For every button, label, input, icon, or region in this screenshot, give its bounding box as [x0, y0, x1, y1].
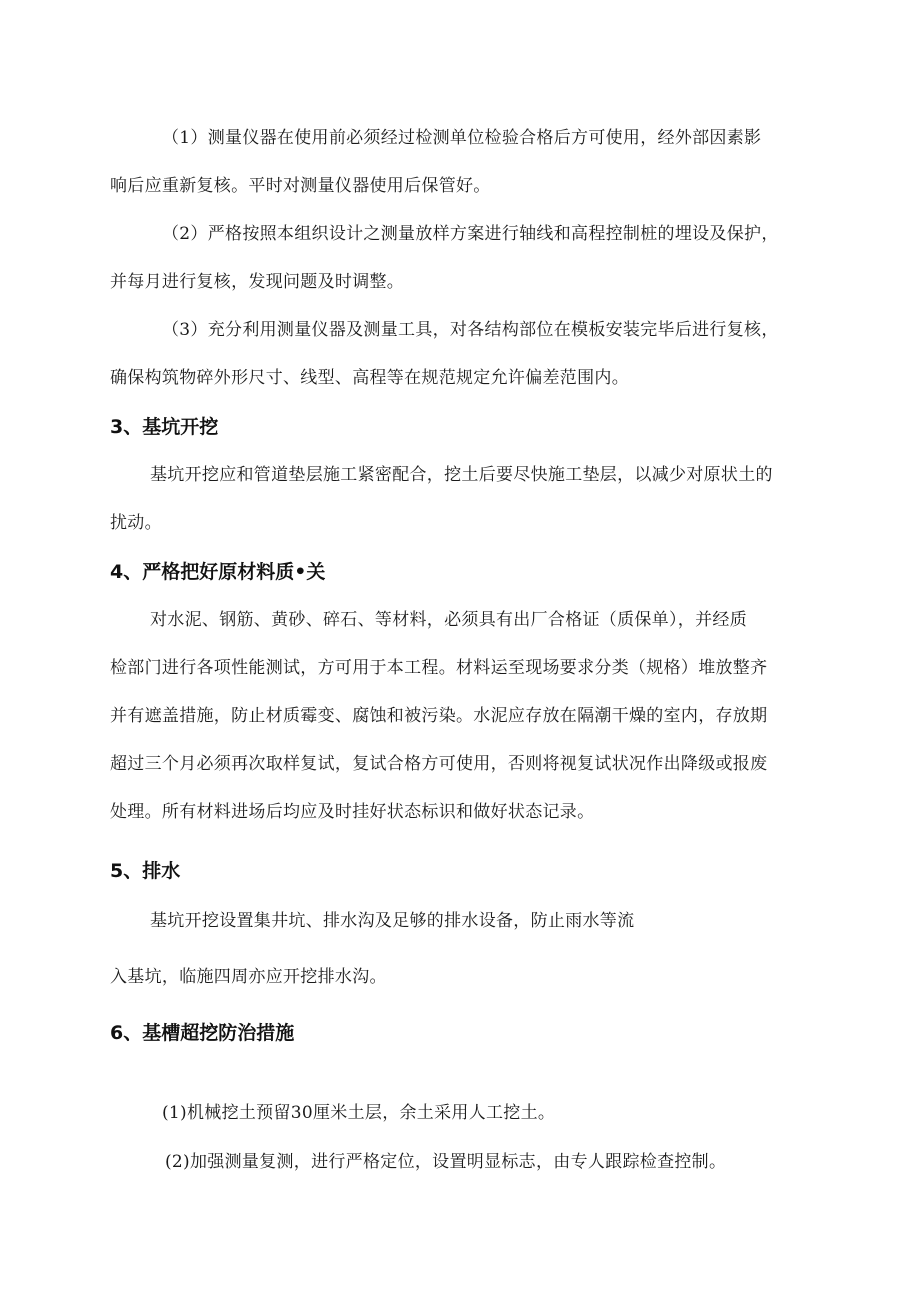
paragraph-line: 检部门进行各项性能测试，方可用于本工程。材料运至现场要求分类（规格）堆放整齐	[110, 658, 768, 678]
paragraph-line: 响后应重新复核。平时对测量仪器使用后保管好。	[110, 176, 491, 196]
paragraph-line: 并有遮盖措施，防止材质霉变、腐蚀和被污染。水泥应存放在隔潮干燥的室内，存放期	[110, 706, 768, 726]
paragraph-line: （3）充分利用测量仪器及测量工具，对各结构部位在模板安装完毕后进行复核，	[162, 320, 779, 340]
paragraph-line: 对水泥、钢筋、黄砂、碎石、等材料，必须具有出厂合格证（质保单），并经质	[150, 610, 747, 630]
paragraph-line: (1)机械挖土预留30厘米土层，余土采用人工挖土。	[162, 1103, 556, 1123]
paragraph-line: 确保构筑物碎外形尺寸、线型、高程等在规范规定允许偏差范围内。	[110, 368, 629, 388]
paragraph-line: （1）测量仪器在使用前必须经过检测单位检验合格后方可使用，经外部因素影	[162, 128, 762, 148]
paragraph-line: 扰动。	[110, 513, 162, 533]
section-heading-drainage: 5、排水	[110, 860, 181, 882]
section-heading-overexcavation: 6、基槽超挖防治措施	[110, 1022, 295, 1044]
paragraph-line: （2）严格按照本组织设计之测量放样方案进行轴线和高程控制桩的埋设及保护，	[162, 224, 779, 244]
paragraph-line: 并每月进行复核，发现问题及时调整。	[110, 272, 405, 292]
section-heading-excavation: 3、基坑开挖	[110, 416, 219, 438]
paragraph-line: 基坑开挖应和管道垫层施工紧密配合，挖土后要尽快施工垫层，以减少对原状土的	[150, 465, 773, 485]
section-heading-materials: 4、严格把好原材料质•关	[110, 561, 326, 583]
paragraph-line: 处理。所有材料进场后均应及时挂好状态标识和做好状态记录。	[110, 802, 595, 822]
paragraph-line: 基坑开挖设置集井坑、排水沟及足够的排水设备，防止雨水等流	[150, 911, 635, 931]
paragraph-line: 超过三个月必须再次取样复试，复试合格方可使用，否则将视复试状况作出降级或报废	[110, 754, 768, 774]
paragraph-line: 入基坑，临施四周亦应开挖排水沟。	[110, 967, 387, 987]
paragraph-line: (2)加强测量复测，进行严格定位，设置明显标志，由专人跟踪检查控制。	[165, 1152, 727, 1172]
